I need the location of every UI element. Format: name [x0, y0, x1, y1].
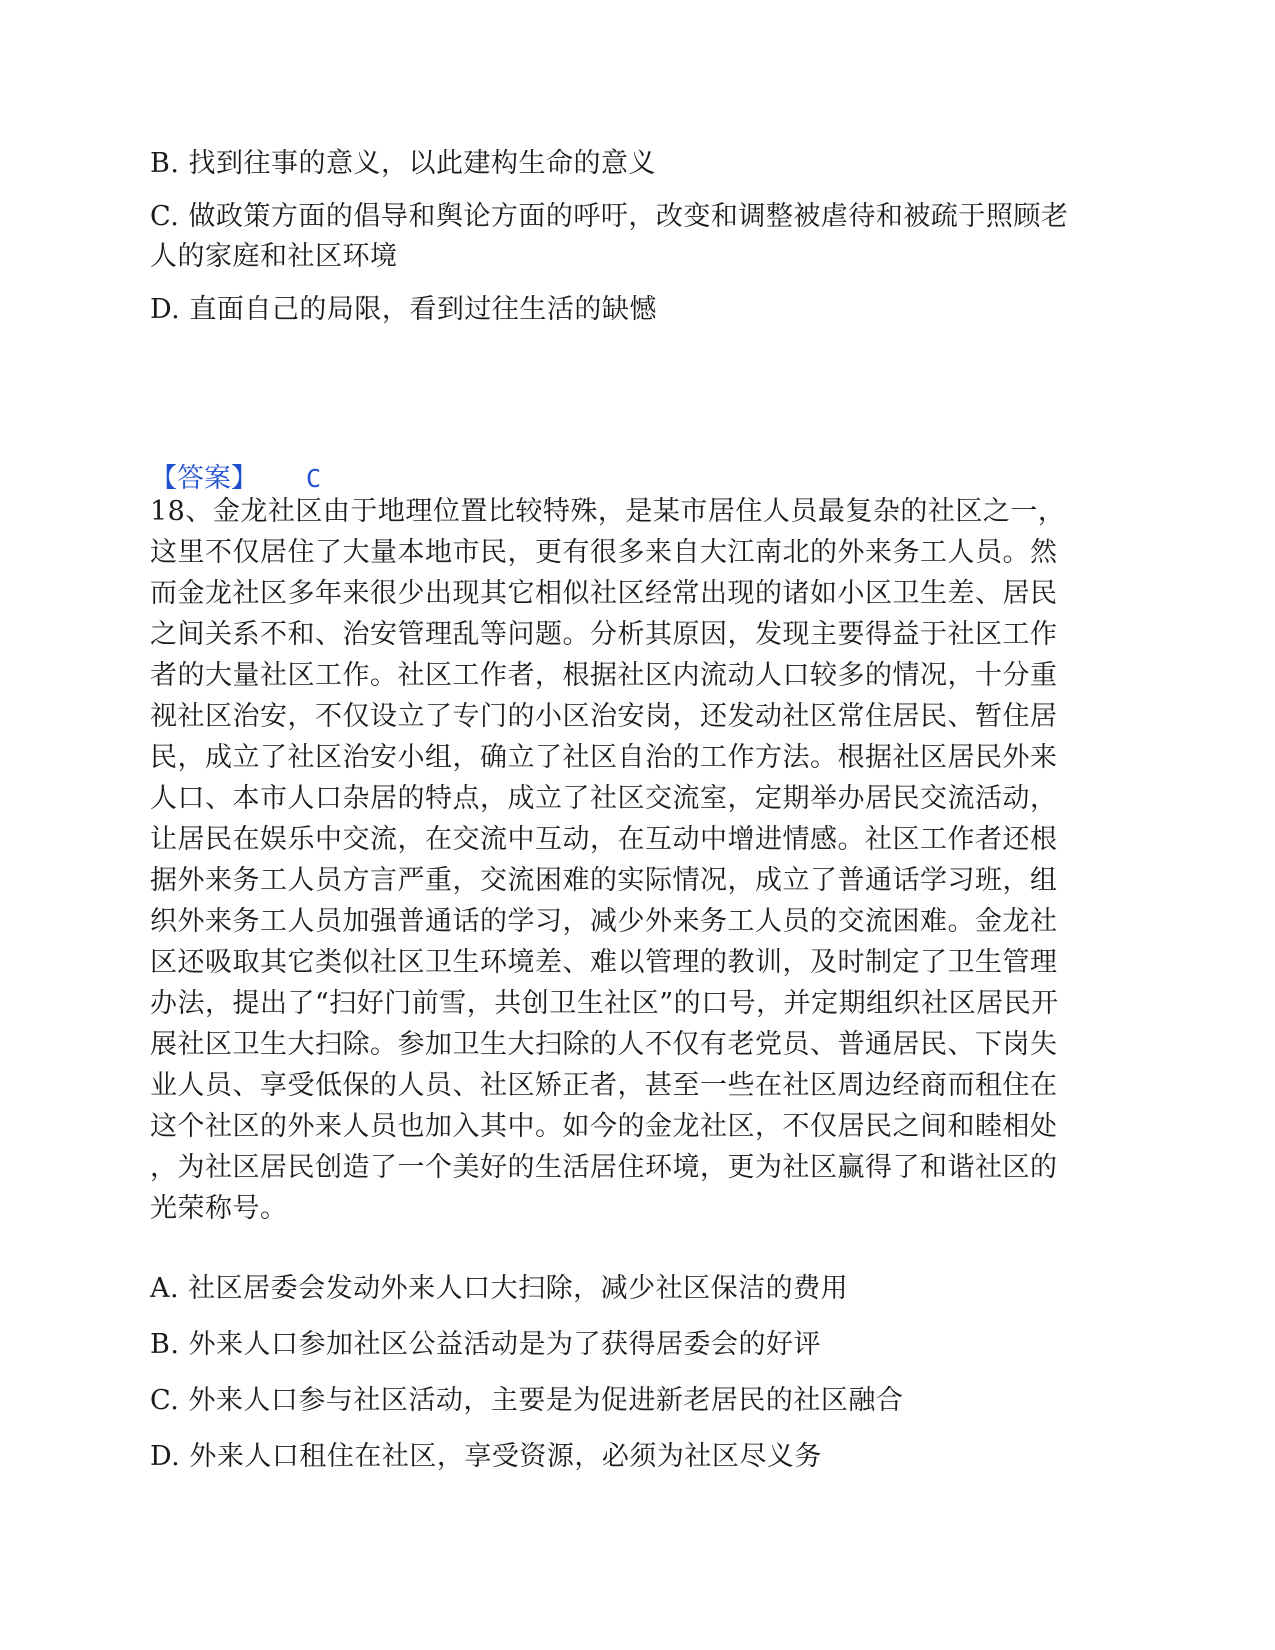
stem-line: ，为社区居民创造了一个美好的生活居住环境，更为社区赢得了和谐社区的 [150, 1152, 1058, 1183]
q18-option-d: D. 外来人口租住在社区，享受资源，必须为社区尽义务 [150, 1441, 822, 1472]
stem-line: 18、金龙社区由于地理位置比较特殊，是某市居住人员最复杂的社区之一， [150, 496, 1066, 527]
stem-line: 区还吸取其它类似社区卫生环境差、难以管理的教训，及时制定了卫生管理 [150, 947, 1058, 978]
stem-line: 光荣称号。 [150, 1193, 288, 1224]
stem-line: 据外来务工人员方言严重，交流困难的实际情况，成立了普通话学习班，组 [150, 865, 1058, 896]
stem-line: 而金龙社区多年来很少出现其它相似社区经常出现的诸如小区卫生差、居民 [150, 578, 1058, 609]
stem-line: 之间关系不和、治安管理乱等问题。分析其原因，发现主要得益于社区工作 [150, 619, 1058, 650]
answer-value: C [306, 464, 322, 493]
stem-line: 视社区治安，不仅设立了专门的小区治安岗，还发动社区常住居民、暂住居 [150, 701, 1058, 732]
prev-option-b: B. 找到往事的意义，以此建构生命的意义 [150, 148, 657, 179]
q18-option-c: C. 外来人口参与社区活动，主要是为促进新老居民的社区融合 [150, 1385, 904, 1416]
prev-option-c-line-2: 人的家庭和社区环境 [150, 241, 398, 272]
stem-line: 业人员、享受低保的人员、社区矫正者，甚至一些在社区周边经商而租住在 [150, 1070, 1058, 1101]
prev-option-c-line-1: C. 做政策方面的倡导和舆论方面的呼吁，改变和调整被虐待和被疏于照顾老 [150, 201, 1069, 232]
prev-option-d: D. 直面自己的局限，看到过往生活的缺憾 [150, 294, 657, 325]
answer-label: 【答案】 [150, 463, 258, 494]
stem-line: 让居民在娱乐中交流，在交流中互动，在互动中增进情感。社区工作者还根 [150, 824, 1058, 855]
q18-option-a: A. 社区居委会发动外来人口大扫除，减少社区保洁的费用 [150, 1273, 849, 1304]
q18-option-b: B. 外来人口参加社区公益活动是为了获得居委会的好评 [150, 1329, 822, 1360]
stem-line: 办法，提出了“扫好门前雪，共创卫生社区”的口号，并定期组织社区居民开 [150, 988, 1059, 1019]
stem-line: 展社区卫生大扫除。参加卫生大扫除的人不仅有老党员、普通居民、下岗失 [150, 1029, 1058, 1060]
stem-line: 织外来务工人员加强普通话的学习，减少外来务工人员的交流困难。金龙社 [150, 906, 1058, 937]
stem-line: 者的大量社区工作。社区工作者，根据社区内流动人口较多的情况，十分重 [150, 660, 1058, 691]
stem-line: 这个社区的外来人员也加入其中。如今的金龙社区，不仅居民之间和睦相处 [150, 1111, 1058, 1142]
question-18-stem [150, 491, 1110, 1229]
stem-line: 人口、本市人口杂居的特点，成立了社区交流室，定期举办居民交流活动， [150, 783, 1058, 814]
stem-line: 民，成立了社区治安小组，确立了社区自治的工作方法。根据社区居民外来 [150, 742, 1058, 773]
stem-line: 这里不仅居住了大量本地市民，更有很多来自大江南北的外来务工人员。然 [150, 537, 1058, 568]
